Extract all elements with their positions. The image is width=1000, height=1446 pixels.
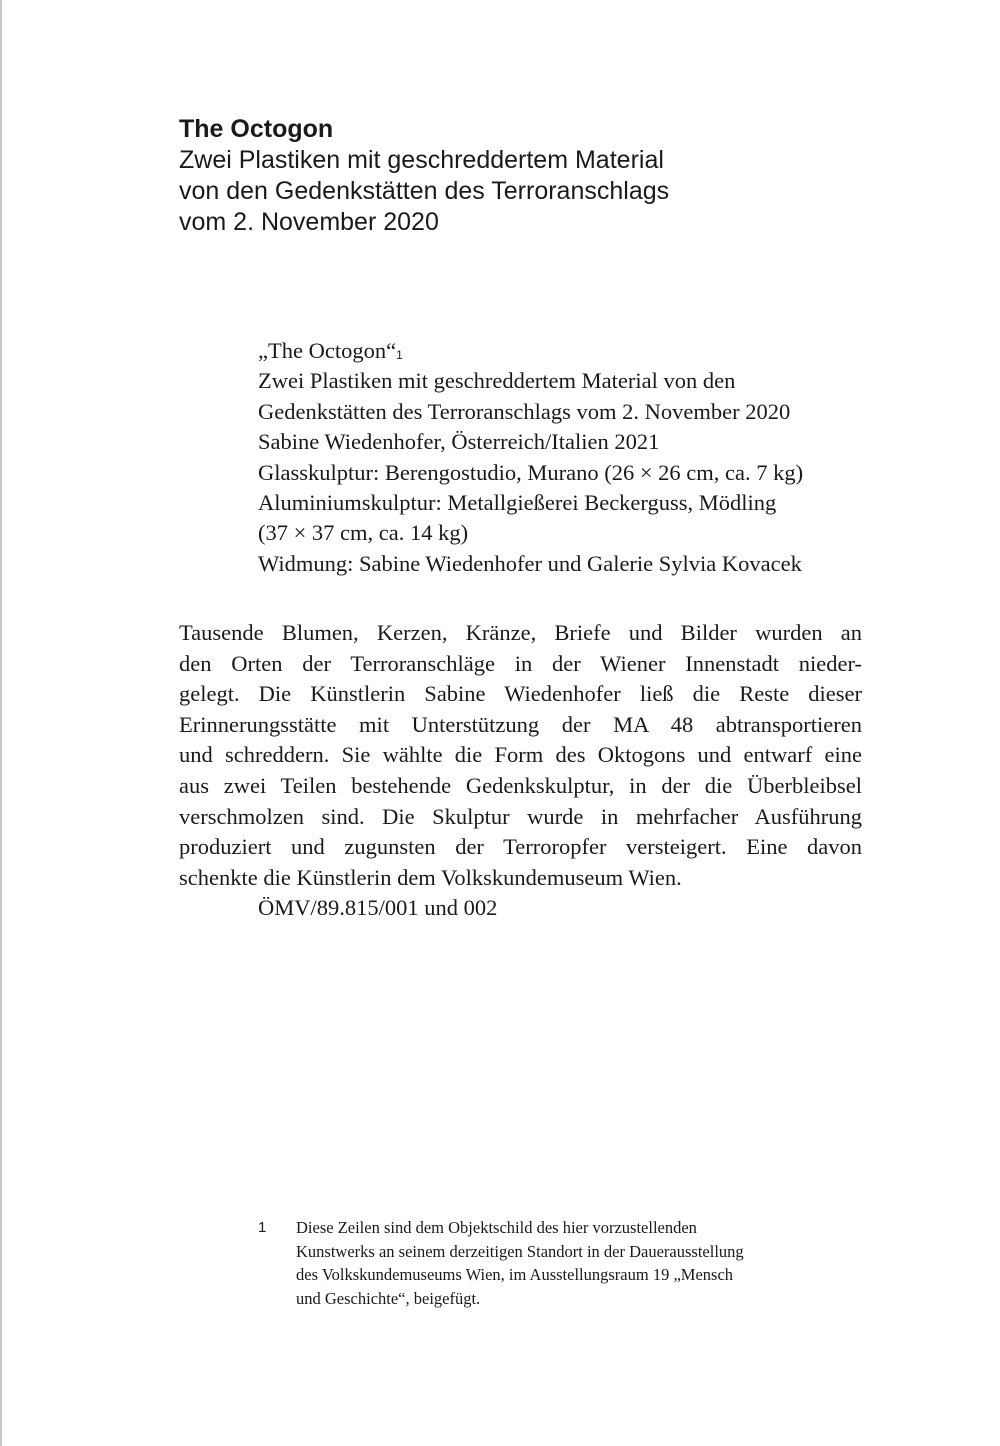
footnote-text <box>296 1216 856 1310</box>
inventory-number: ÖMV/89.815/001 und 002 <box>258 895 498 921</box>
section-heading <box>179 114 939 238</box>
footnote-reference[interactable]: 1 <box>396 348 403 362</box>
object-label-title-line <box>258 336 938 366</box>
object-label-line: (37 × 37 cm, ca. 14 kg) <box>258 520 469 546</box>
body-line: schenkte die Künstlerin dem Volkskundemuseum Wien. <box>179 864 682 890</box>
object-label-line: Zwei Plastiken mit geschreddertem Material von den <box>258 368 736 394</box>
heading-subtitle-line: vom 2. November 2020 <box>179 208 439 236</box>
footnote-line: Diese Zeilen sind dem Objektschild des hier vorzustellenden <box>296 1218 697 1237</box>
object-label-line: Gedenkstätten des Terroranschlags vom 2. November 2020 <box>258 398 791 424</box>
body-paragraph <box>179 618 862 924</box>
body-line: Erinnerungsstätte mit Unterstützung der MA 48 abtransportieren <box>179 711 862 737</box>
object-label-line: Widmung: Sabine Wiedenhofer und Galerie Sylvia Kovacek <box>258 550 802 576</box>
body-line: aus zwei Teilen bestehende Gedenkskulptur, in der die Überbleibsel <box>179 772 862 798</box>
body-line: gelegt. Die Künstlerin Sabine Wiedenhofer ließ die Reste dieser <box>179 681 862 707</box>
object-label-block <box>258 336 938 579</box>
footnote-line: Kunstwerks an seinem derzeitigen Standort in der Dauerausstellung <box>296 1241 744 1261</box>
body-line: den Orten der Terroranschläge in der Wiener Innenstadt nieder- <box>179 650 862 676</box>
object-label-line: Aluminiumskulptur: Metallgießerei Beckerguss, Mödling <box>258 490 777 516</box>
body-line: und schreddern. Sie wählte die Form des Oktogons und entwarf eine <box>179 742 862 768</box>
footnote-number: 1 <box>258 1219 267 1236</box>
body-line: verschmolzen sind. Die Skulptur wurde in mehrfacher Ausführung <box>179 803 862 829</box>
object-label-title: „The Octogon“ <box>258 338 397 363</box>
object-label-line: Sabine Wiedenhofer, Österreich/Italien 2021 <box>258 429 660 455</box>
footnote-line: des Volkskundemuseums Wien, im Ausstellungsraum 19 „Mensch <box>296 1265 734 1284</box>
object-label-line: Glasskulptur: Berengostudio, Murano (26 × 26 cm, ca. 7 kg) <box>258 459 804 485</box>
heading-title: The Octogon <box>179 115 334 143</box>
page-edge-divider <box>0 0 2 1446</box>
footnote-line: und Geschichte“, beigefügt. <box>296 1288 481 1308</box>
heading-subtitle-line: Zwei Plastiken mit geschreddertem Material <box>179 146 664 174</box>
heading-subtitle-line: von den Gedenkstätten des Terroranschlags <box>179 177 670 205</box>
body-line: produziert und zugunsten der Terroropfer versteigert. Eine davon <box>179 834 862 860</box>
body-line: Tausende Blumen, Kerzen, Kränze, Briefe und Bilder wurden an <box>179 620 862 645</box>
